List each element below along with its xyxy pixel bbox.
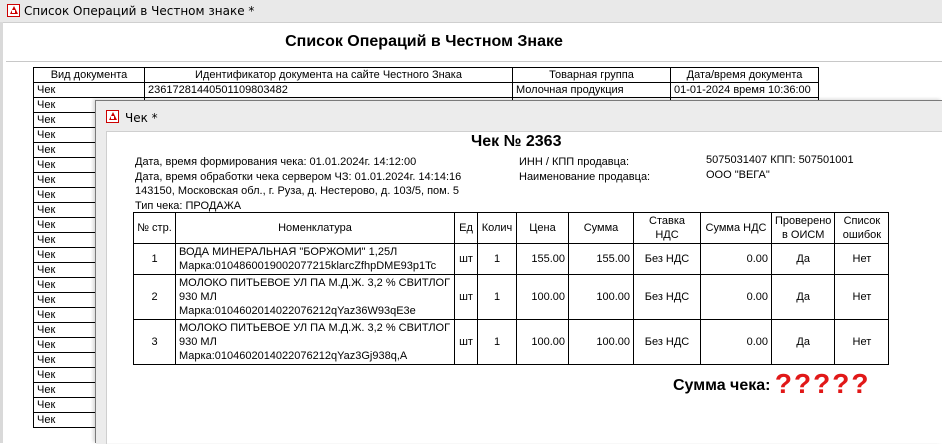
doc-type-cell: Чек (34, 188, 145, 203)
total-value: ????? (774, 368, 871, 399)
doc-type-cell: Чек (34, 263, 145, 278)
column-header[interactable]: Вид документа (34, 68, 145, 83)
receipt-window-titlebar[interactable] (96, 101, 942, 132)
processed-datetime: Дата, время обработки чека сервером ЧЗ: 01.01.2024г. 14:14:16 (135, 170, 462, 183)
app-logo-icon (106, 110, 119, 123)
checked-cell: Да (772, 275, 835, 320)
item-name: ВОДА МИНЕРАЛЬНАЯ "БОРЖОМИ" 1,25Л (179, 246, 398, 258)
checked-cell: Да (772, 244, 835, 275)
column-header[interactable]: Номенклатура (176, 213, 455, 244)
table-row[interactable] (134, 275, 889, 320)
vat-sum-cell: 0.00 (701, 275, 772, 320)
sum-cell: 100.00 (569, 320, 634, 365)
total-label: Сумма чека: (673, 377, 771, 394)
receipt-items-table (133, 212, 889, 365)
header-divider (6, 61, 942, 62)
inn-label: ИНН / КПП продавца: (519, 156, 630, 168)
item-name: МОЛОКО ПИТЬЕВОЕ УЛ ПА М.Д.Ж. 3,2 % СВИТЛОГ 930 МЛ (179, 322, 451, 348)
app-logo-icon (7, 4, 20, 17)
formed-datetime: Дата, время формирования чека: 01.01.2024г. 14:12:00 (135, 156, 417, 168)
errors-cell: Нет (835, 320, 889, 365)
doc-id-cell: 23617281440501109803482 (145, 83, 513, 98)
doc-type-cell: Чек (34, 353, 145, 368)
page-title: Список Операций в Честном Знаке (285, 33, 563, 50)
group-cell: Молочная продукция (513, 83, 671, 98)
operations-window-titlebar[interactable] (0, 0, 942, 23)
doc-type-cell: Чек (34, 143, 145, 158)
line-number-cell: 2 (134, 275, 176, 320)
column-header[interactable]: № стр. (134, 213, 176, 244)
column-header[interactable]: Список ошибок (835, 213, 889, 244)
item-name: МОЛОКО ПИТЬЕВОЕ УЛ ПА М.Д.Ж. 3,2 % СВИТЛОГ 930 МЛ (179, 277, 451, 303)
sum-cell: 100.00 (569, 275, 634, 320)
vat-rate-cell: Без НДС (634, 244, 701, 275)
receipt-left-border (96, 131, 107, 444)
column-header[interactable]: Сумма (569, 213, 634, 244)
window-title: Список Операций в Честном знаке * (24, 4, 255, 18)
errors-cell: Нет (835, 244, 889, 275)
receipt-window-title: Чек * (125, 111, 158, 125)
doc-type-cell: Чек (34, 113, 145, 128)
unit-cell: шт (455, 244, 478, 275)
doc-type-cell: Чек (34, 203, 145, 218)
column-header[interactable]: Идентификатор документа на сайте Честного Знака (145, 68, 513, 83)
errors-cell: Нет (835, 275, 889, 320)
item-name-cell (176, 320, 455, 365)
receipt-total (673, 365, 870, 397)
item-mark-code: Марка:0104602014022076212qYaz3Gj938q,A (179, 350, 408, 362)
doc-type-cell: Чек (34, 173, 145, 188)
doc-type-cell: Чек (34, 248, 145, 263)
column-header[interactable]: Цена (517, 213, 569, 244)
vat-rate-cell: Без НДС (634, 275, 701, 320)
item-mark-code: Марка:0104602014022076212qYaz36W93qE3e (179, 305, 416, 317)
column-header[interactable]: Ставка НДС (634, 213, 701, 244)
vat-sum-cell: 0.00 (701, 320, 772, 365)
doc-type-cell: Чек (34, 323, 145, 338)
seller-address: 143150, Московская обл., г. Руза, д. Нестерово, д. 103/5, пом. 5 (135, 185, 459, 197)
table-row[interactable] (134, 320, 889, 365)
seller-labels (519, 155, 650, 185)
unit-cell: шт (455, 320, 478, 365)
item-mark-code: Марка:010486001900207​7215klarcZfhpDME93p1Tc (179, 260, 437, 272)
table-row[interactable] (34, 83, 819, 98)
item-name-cell (176, 244, 455, 275)
left-border (0, 22, 3, 443)
doc-type-cell: Чек (34, 233, 145, 248)
inn-value: 5075031407 КПП: 507501001 (706, 154, 854, 166)
doc-type-cell: Чек (34, 278, 145, 293)
item-name-cell (176, 275, 455, 320)
unit-cell: шт (455, 275, 478, 320)
line-number-cell: 1 (134, 244, 176, 275)
receipt-window (95, 100, 942, 443)
line-number-cell: 3 (134, 320, 176, 365)
doc-type-cell: Чек (34, 293, 145, 308)
doc-type-cell: Чек (34, 338, 145, 353)
column-header[interactable]: Товарная группа (513, 68, 671, 83)
seller-values (706, 153, 854, 183)
doc-type-cell: Чек (34, 158, 145, 173)
checked-cell: Да (772, 320, 835, 365)
receipt-info (135, 155, 461, 213)
column-header[interactable]: Проверено в ОИСМ (772, 213, 835, 244)
vat-rate-cell: Без НДС (634, 320, 701, 365)
vat-sum-cell: 0.00 (701, 244, 772, 275)
doc-type-cell: Чек (34, 98, 145, 113)
seller-name-label: Наименование продавца: (519, 171, 651, 183)
seller-name-value: ООО "ВЕГА" (706, 169, 770, 181)
doc-type-cell: Чек (34, 383, 145, 398)
doc-type-cell: Чек (34, 128, 145, 143)
doc-type-cell: Чек (34, 308, 145, 323)
price-cell: 155.00 (517, 244, 569, 275)
column-header[interactable]: Ед (455, 213, 478, 244)
column-header[interactable]: Колич (478, 213, 517, 244)
qty-cell: 1 (478, 244, 517, 275)
datetime-cell: 01-01-2024 время 10:36:00 (671, 83, 819, 98)
receipt-heading: Чек № 2363 (471, 133, 562, 150)
sum-cell: 155.00 (569, 244, 634, 275)
qty-cell: 1 (478, 275, 517, 320)
column-header[interactable]: Сумма НДС (701, 213, 772, 244)
price-cell: 100.00 (517, 275, 569, 320)
receipt-type: Тип чека: ПРОДАЖА (135, 199, 242, 212)
doc-type-cell: Чек (34, 398, 145, 413)
column-header[interactable]: Дата/время документа (671, 68, 819, 83)
doc-type-cell: Чек (34, 83, 145, 98)
doc-type-cell: Чек (34, 368, 145, 383)
table-row[interactable] (134, 244, 889, 275)
doc-type-cell: Чек (34, 413, 145, 428)
doc-type-cell: Чек (34, 218, 145, 233)
qty-cell: 1 (478, 320, 517, 365)
price-cell: 100.00 (517, 320, 569, 365)
